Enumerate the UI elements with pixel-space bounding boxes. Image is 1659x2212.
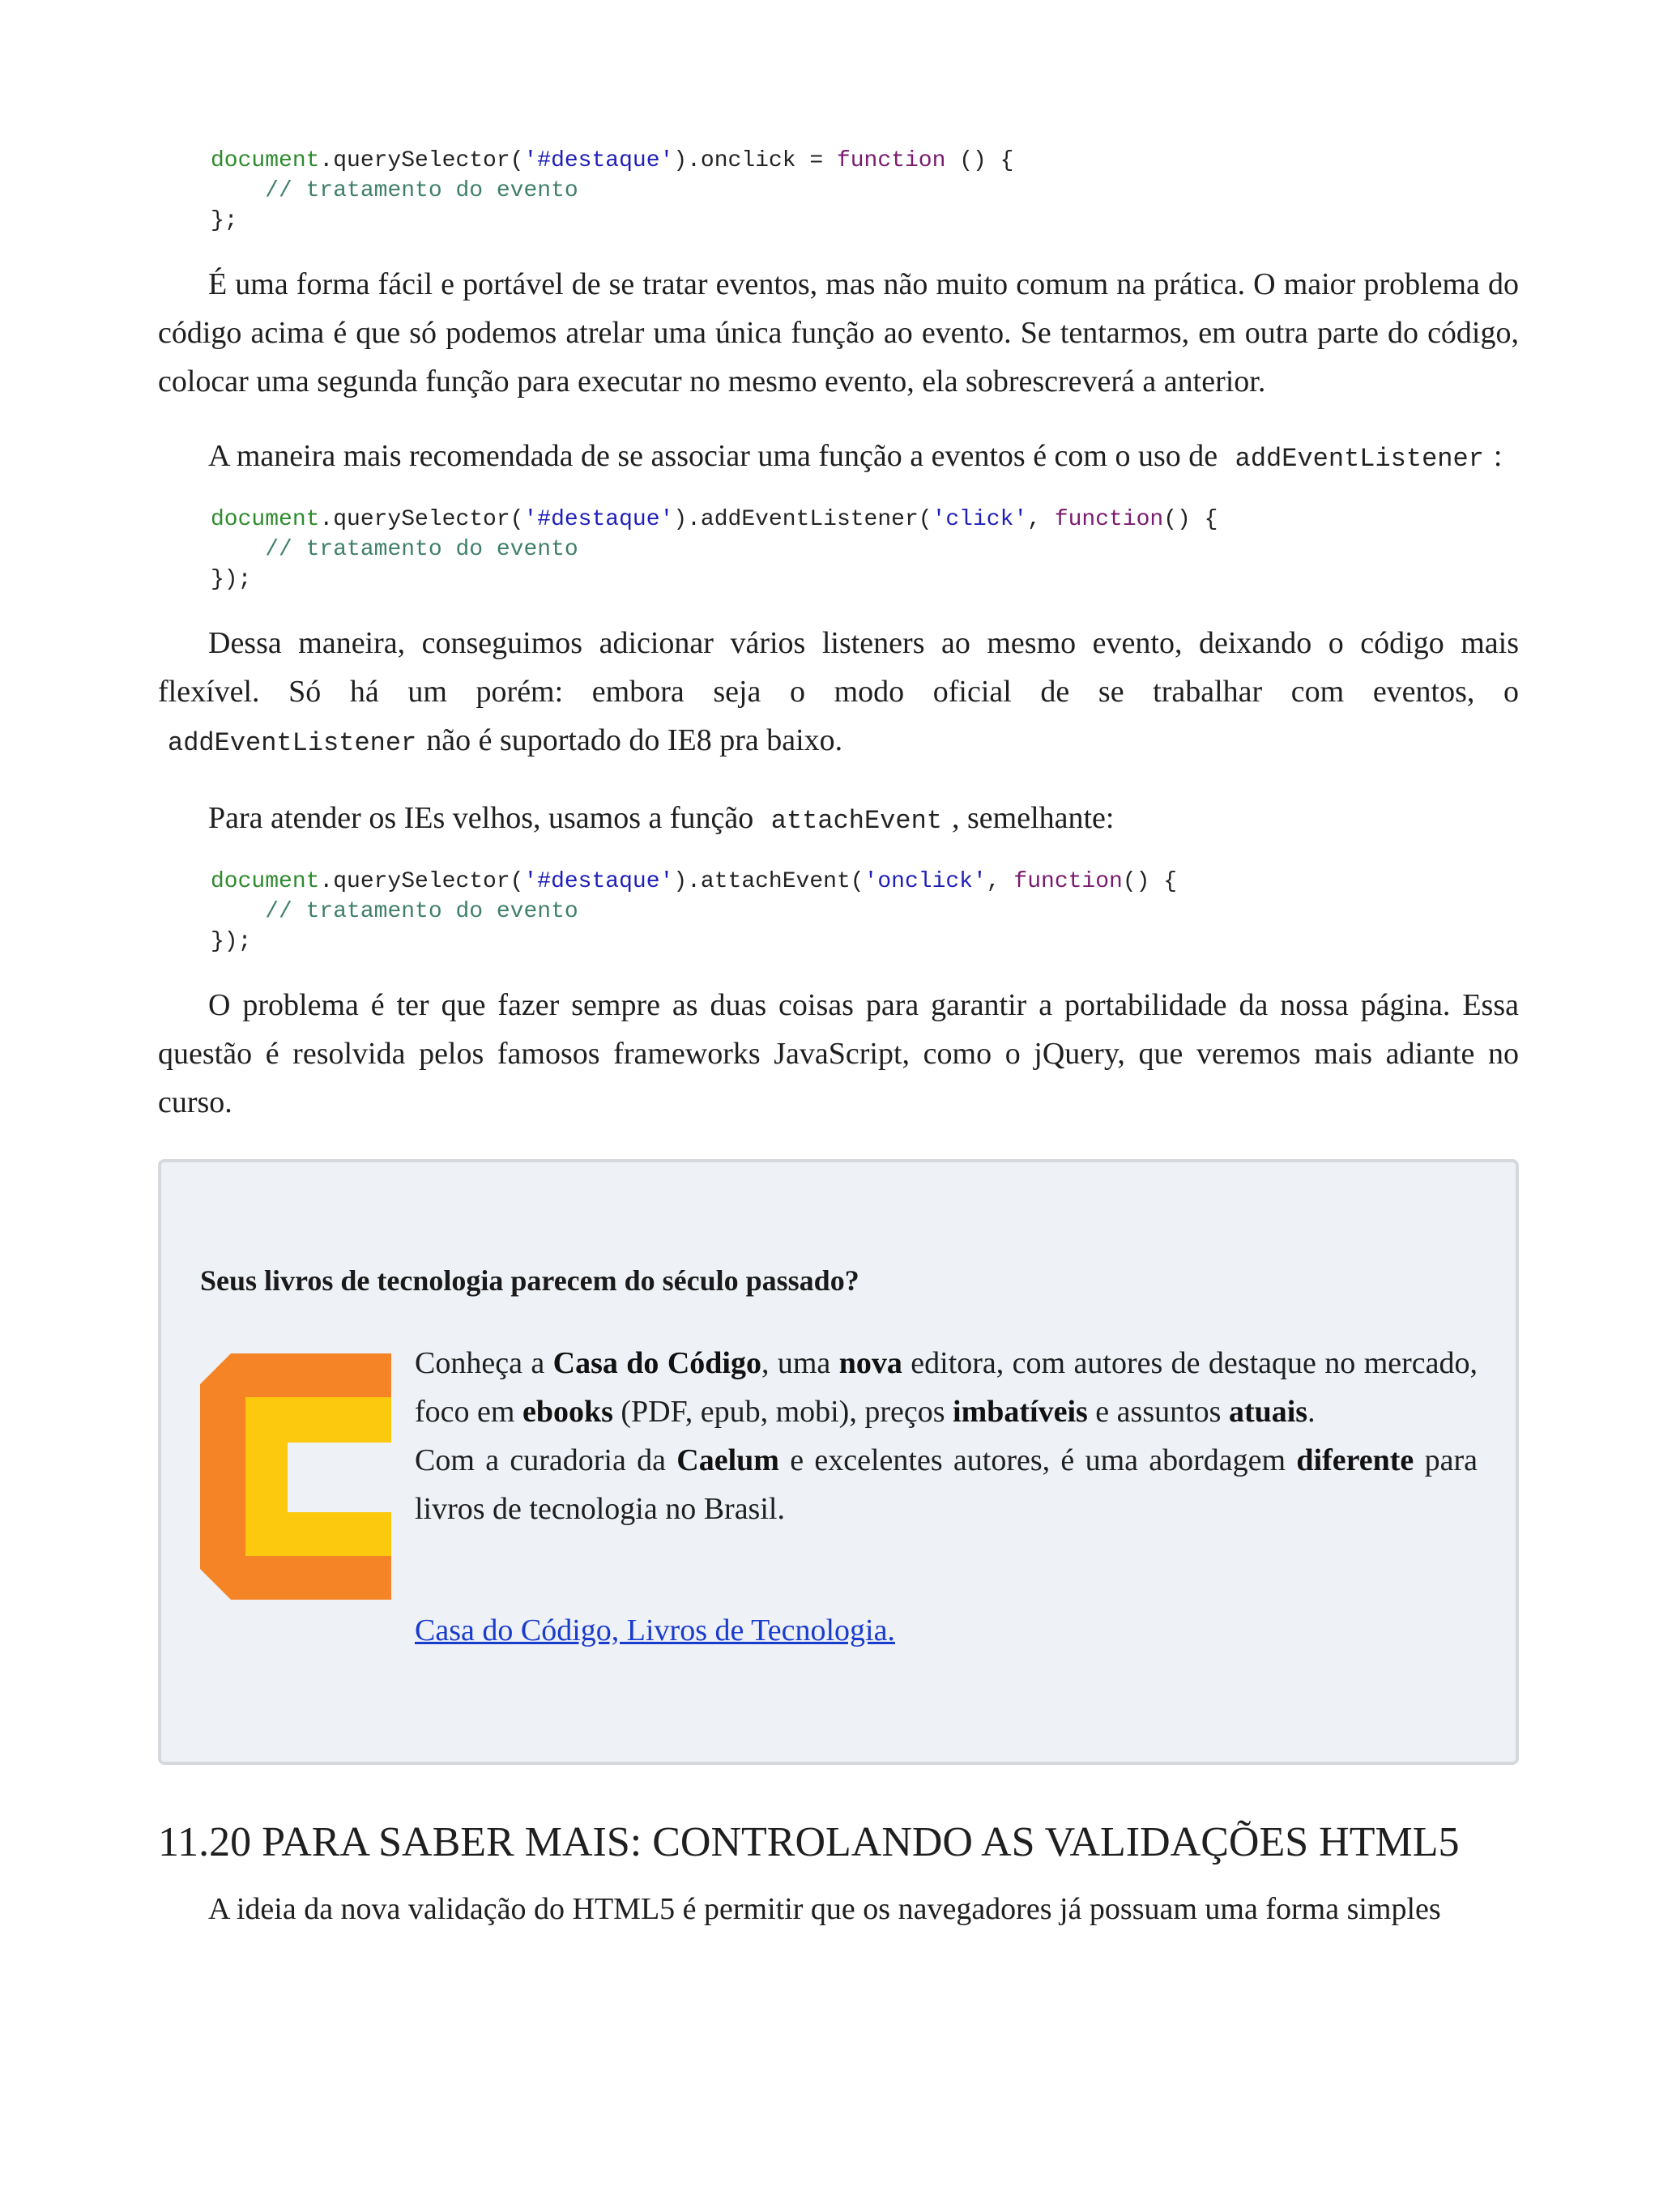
- inline-code: addEventListener: [1235, 444, 1484, 474]
- code-tail: () {: [959, 148, 1014, 173]
- promo-text: (PDF, epub, mobi), preços: [612, 1395, 953, 1429]
- code-block-addeventlistener: [211, 505, 1519, 595]
- code-string: 'click': [932, 507, 1028, 532]
- code-method: ).addEventListener(: [673, 507, 932, 532]
- paragraph: [158, 794, 1519, 846]
- promo-text: editora, com autores de destaque no mercado, foco em: [415, 1346, 1478, 1429]
- paragraph-text: Para atender os IEs velhos, usamos a função: [208, 801, 754, 835]
- inline-code: attachEvent: [770, 806, 942, 836]
- code-method: ).attachEvent(: [673, 869, 864, 894]
- code-keyword: function: [1054, 507, 1164, 532]
- code-comment: // tratamento do evento: [265, 899, 578, 924]
- promo-bold: Casa do Código: [552, 1346, 761, 1380]
- paragraph: O problema é ter que fazer sempre as duas coisas para garantir a portabilidade da nossa página. Essa questão é resolvida pelos famosos frameworks JavaScript, como o jQuery, que veremos mais adiante no curso.: [158, 988, 1519, 1119]
- paragraph-text: Dessa maneira, conseguimos adicionar vários listeners ao mesmo evento, deixando o código mais flexível. Só há um porém: embora seja o modo oficial de se trabalhar com eventos, o: [158, 626, 1519, 709]
- code-keyword: function: [836, 148, 946, 173]
- paragraph-text: :: [1493, 439, 1503, 473]
- promo-paragraph: [415, 1339, 1478, 1436]
- code-method: ).onclick =: [673, 148, 837, 173]
- paragraph: [158, 432, 1519, 484]
- paragraph-text: não é suportado do IE8 pra baixo.: [426, 723, 843, 757]
- promo-text: Conheça a: [415, 1346, 553, 1380]
- promo-bold: Caelum: [676, 1443, 779, 1477]
- promo-text: , uma: [761, 1346, 839, 1380]
- section-heading: 11.20 PARA SABER MAIS: CONTROLANDO AS VALIDAÇÕES HTML5: [158, 1819, 1460, 1865]
- code-close: };: [211, 208, 238, 233]
- code-call: .querySelector(: [319, 507, 524, 532]
- document-page: [158, 146, 1519, 1933]
- promo-bold: imbatíveis: [953, 1395, 1088, 1429]
- casa-do-codigo-link[interactable]: Casa do Código, Livros de Tecnologia.: [415, 1613, 895, 1647]
- code-keyword: function: [1013, 869, 1123, 894]
- promo-bold: atuais: [1228, 1395, 1308, 1429]
- paragraph: É uma forma fácil e portável de se tratar eventos, mas não muito comum na prática. O maior problema do código acima é que só podemos atrelar uma única função ao evento. Se tentarmos, em outra parte do código, colocar uma segunda função para executar no mesmo evento, ela sobrescreverá a anterior.: [158, 267, 1519, 399]
- code-separator: ,: [1027, 507, 1055, 532]
- promo-box: [158, 1159, 1519, 1765]
- promo-paragraph: [415, 1436, 1478, 1533]
- casa-do-codigo-logo-icon: [200, 1353, 391, 1600]
- code-comment: // tratamento do evento: [265, 537, 578, 562]
- promo-title: Seus livros de tecnologia parecem do século passado?: [200, 1264, 859, 1297]
- code-object: document: [211, 869, 320, 894]
- code-call: .querySelector(: [319, 869, 524, 894]
- promo-body: [415, 1339, 1478, 1533]
- promo-bold: nova: [838, 1346, 902, 1380]
- code-string: '#destaque': [523, 869, 674, 894]
- code-tail: () {: [1122, 869, 1178, 894]
- paragraph-text: A maneira mais recomendada de se associar uma função a eventos é com o uso de: [208, 439, 1218, 473]
- code-object: document: [211, 148, 320, 173]
- paragraph: A ideia da nova validação do HTML5 é permitir que os navegadores já possuam uma forma simples: [208, 1892, 1441, 1926]
- paragraph: [158, 619, 1519, 768]
- promo-text: Com a curadoria da: [415, 1443, 677, 1477]
- inline-code: addEventListener: [168, 728, 417, 758]
- code-block-attachevent: [211, 867, 1519, 957]
- code-block-onclick: [211, 146, 1519, 236]
- promo-text: para livros de tecnologia no Brasil.: [415, 1443, 1478, 1526]
- code-object: document: [211, 507, 320, 532]
- promo-text: .: [1307, 1395, 1316, 1429]
- code-string: '#destaque': [523, 507, 674, 532]
- code-string: '#destaque': [523, 148, 674, 173]
- promo-bold: diferente: [1296, 1443, 1414, 1477]
- code-call: .querySelector(: [319, 148, 524, 173]
- paragraph-text: , semelhante:: [951, 801, 1115, 835]
- promo-text: e excelentes autores, é uma abordagem: [778, 1443, 1297, 1477]
- code-separator: ,: [986, 869, 1014, 894]
- code-close: });: [211, 929, 252, 954]
- code-comment: // tratamento do evento: [265, 178, 578, 203]
- code-tail: () {: [1163, 507, 1218, 532]
- promo-text: e assuntos: [1087, 1395, 1229, 1429]
- promo-bold: ebooks: [522, 1395, 613, 1429]
- code-string: 'onclick': [864, 869, 987, 894]
- code-close: });: [211, 567, 252, 592]
